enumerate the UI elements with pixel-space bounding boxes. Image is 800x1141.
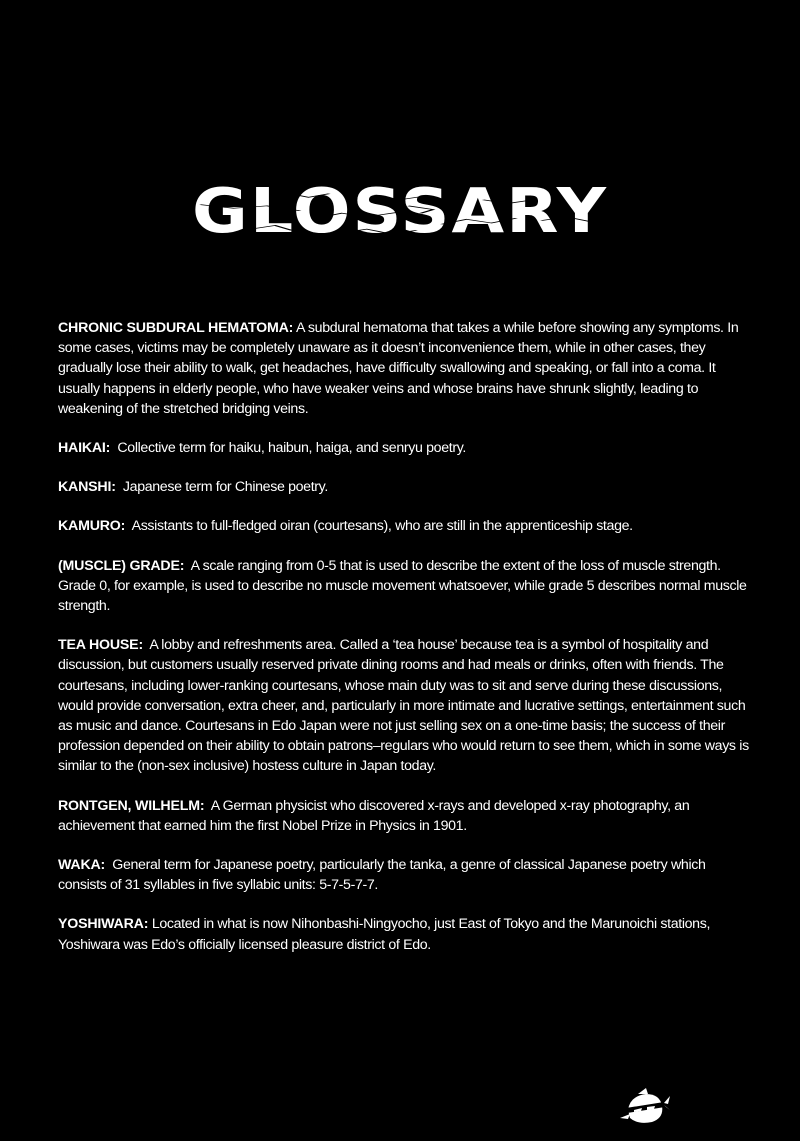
glossary-term: YOSHIWARA: xyxy=(58,916,149,933)
glossary-definition: A German physicist who discovered x-rays and developed x-ray photography, an achievement that earned him the first Nobel Prize in Physics in 1901. xyxy=(58,797,690,834)
glossary-definition: Collective term for haiku, haibun, haiga, and senryu poetry. xyxy=(117,440,466,457)
page-title xyxy=(192,176,608,248)
glossary-term: HAIKAI: xyxy=(58,440,111,457)
glossary-definition: A subdural hematoma that takes a while before showing any symptoms. In some cases, victims may be completely unaware as it doesn’t inconvenience them, while in other cases, they gradually lose their ability to walk, get headaches, have difficulty swallowing and speaking, or fall into a coma. It usually happens in elderly people, who have weaker veins and whose brains have shrunk slightly, leading to weakening of the stretched bridging veins. xyxy=(58,320,739,417)
glossary-term: (MUSCLE) GRADE: xyxy=(58,557,185,574)
glossary-definition: Japanese term for Chinese poetry. xyxy=(122,479,328,496)
glossary-term: KAMURO: xyxy=(58,518,126,535)
title-area xyxy=(0,178,800,246)
glossary-entry-muscle-grade xyxy=(58,556,750,617)
glossary-entry-rontgen-wilhelm xyxy=(58,796,750,836)
glossary-entry-kanshi xyxy=(58,477,750,497)
glossary-term: RONTGEN, WILHELM: xyxy=(58,797,205,814)
glossary-term: TEA HOUSE: xyxy=(58,637,143,654)
glossary-term: CHRONIC SUBDURAL HEMATOMA: xyxy=(58,320,294,336)
glossary-definition: Assistants to full-fledged oiran (courtesans), who are still in the apprenticeship stage. xyxy=(131,518,633,535)
glossary-entry-kamuro xyxy=(58,516,750,536)
glossary-entry-haikai xyxy=(58,438,750,458)
glossary-term: WAKA: xyxy=(58,857,106,874)
glossary-entry-tea-house xyxy=(58,635,750,776)
glossary-definition: A scale ranging from 0-5 that is used to describe the extent of the loss of muscle strength. Grade 0, for example, is used to describe no muscle movement whatsoever, while grade 5 describes normal muscle strength. xyxy=(58,557,747,615)
page-title-text: GLOSSARY xyxy=(192,176,608,248)
glossary-definition: Located in what is now Nihonbashi-Ningyocho, just East of Tokyo and the Marunoichi stations, Yoshiwara was Edo’s officially licensed pleasure district of Edo. xyxy=(58,916,711,953)
glossary-definition: A lobby and refreshments area. Called a ‘tea house’ because tea is a symbol of hospitality and discussion, but customers usually reserved private dining rooms and had meals or drinks, often with friends. The courtesans, including lower-ranking courtesans, whose main duty was to sit and serve during these discussions, would provide conversation, extra cheer, and, particularly in more intimate and lucrative settings, entertainment such as music and dance. Courtesans in Edo Japan were not just selling sex on a one-time basis; the success of their profession depended on their ability to obtain patrons–regulars who would return to see them, which in some ways is similar to the (non-sex inclusive) hostess culture in Japan today. xyxy=(58,637,749,775)
glossary-entry-waka xyxy=(58,855,750,895)
glossary-entry-chronic-subdural-hematoma xyxy=(58,318,750,419)
ninja-head-icon xyxy=(618,1088,670,1126)
glossary-term: KANSHI: xyxy=(58,479,116,496)
glossary-definition: General term for Japanese poetry, particularly the tanka, a genre of classical Japanese poetry which consists of 31 syllables in five syllabic units: 5-7-5-7-7. xyxy=(58,857,706,894)
glossary-list xyxy=(58,318,750,974)
glossary-entry-yoshiwara xyxy=(58,914,750,954)
